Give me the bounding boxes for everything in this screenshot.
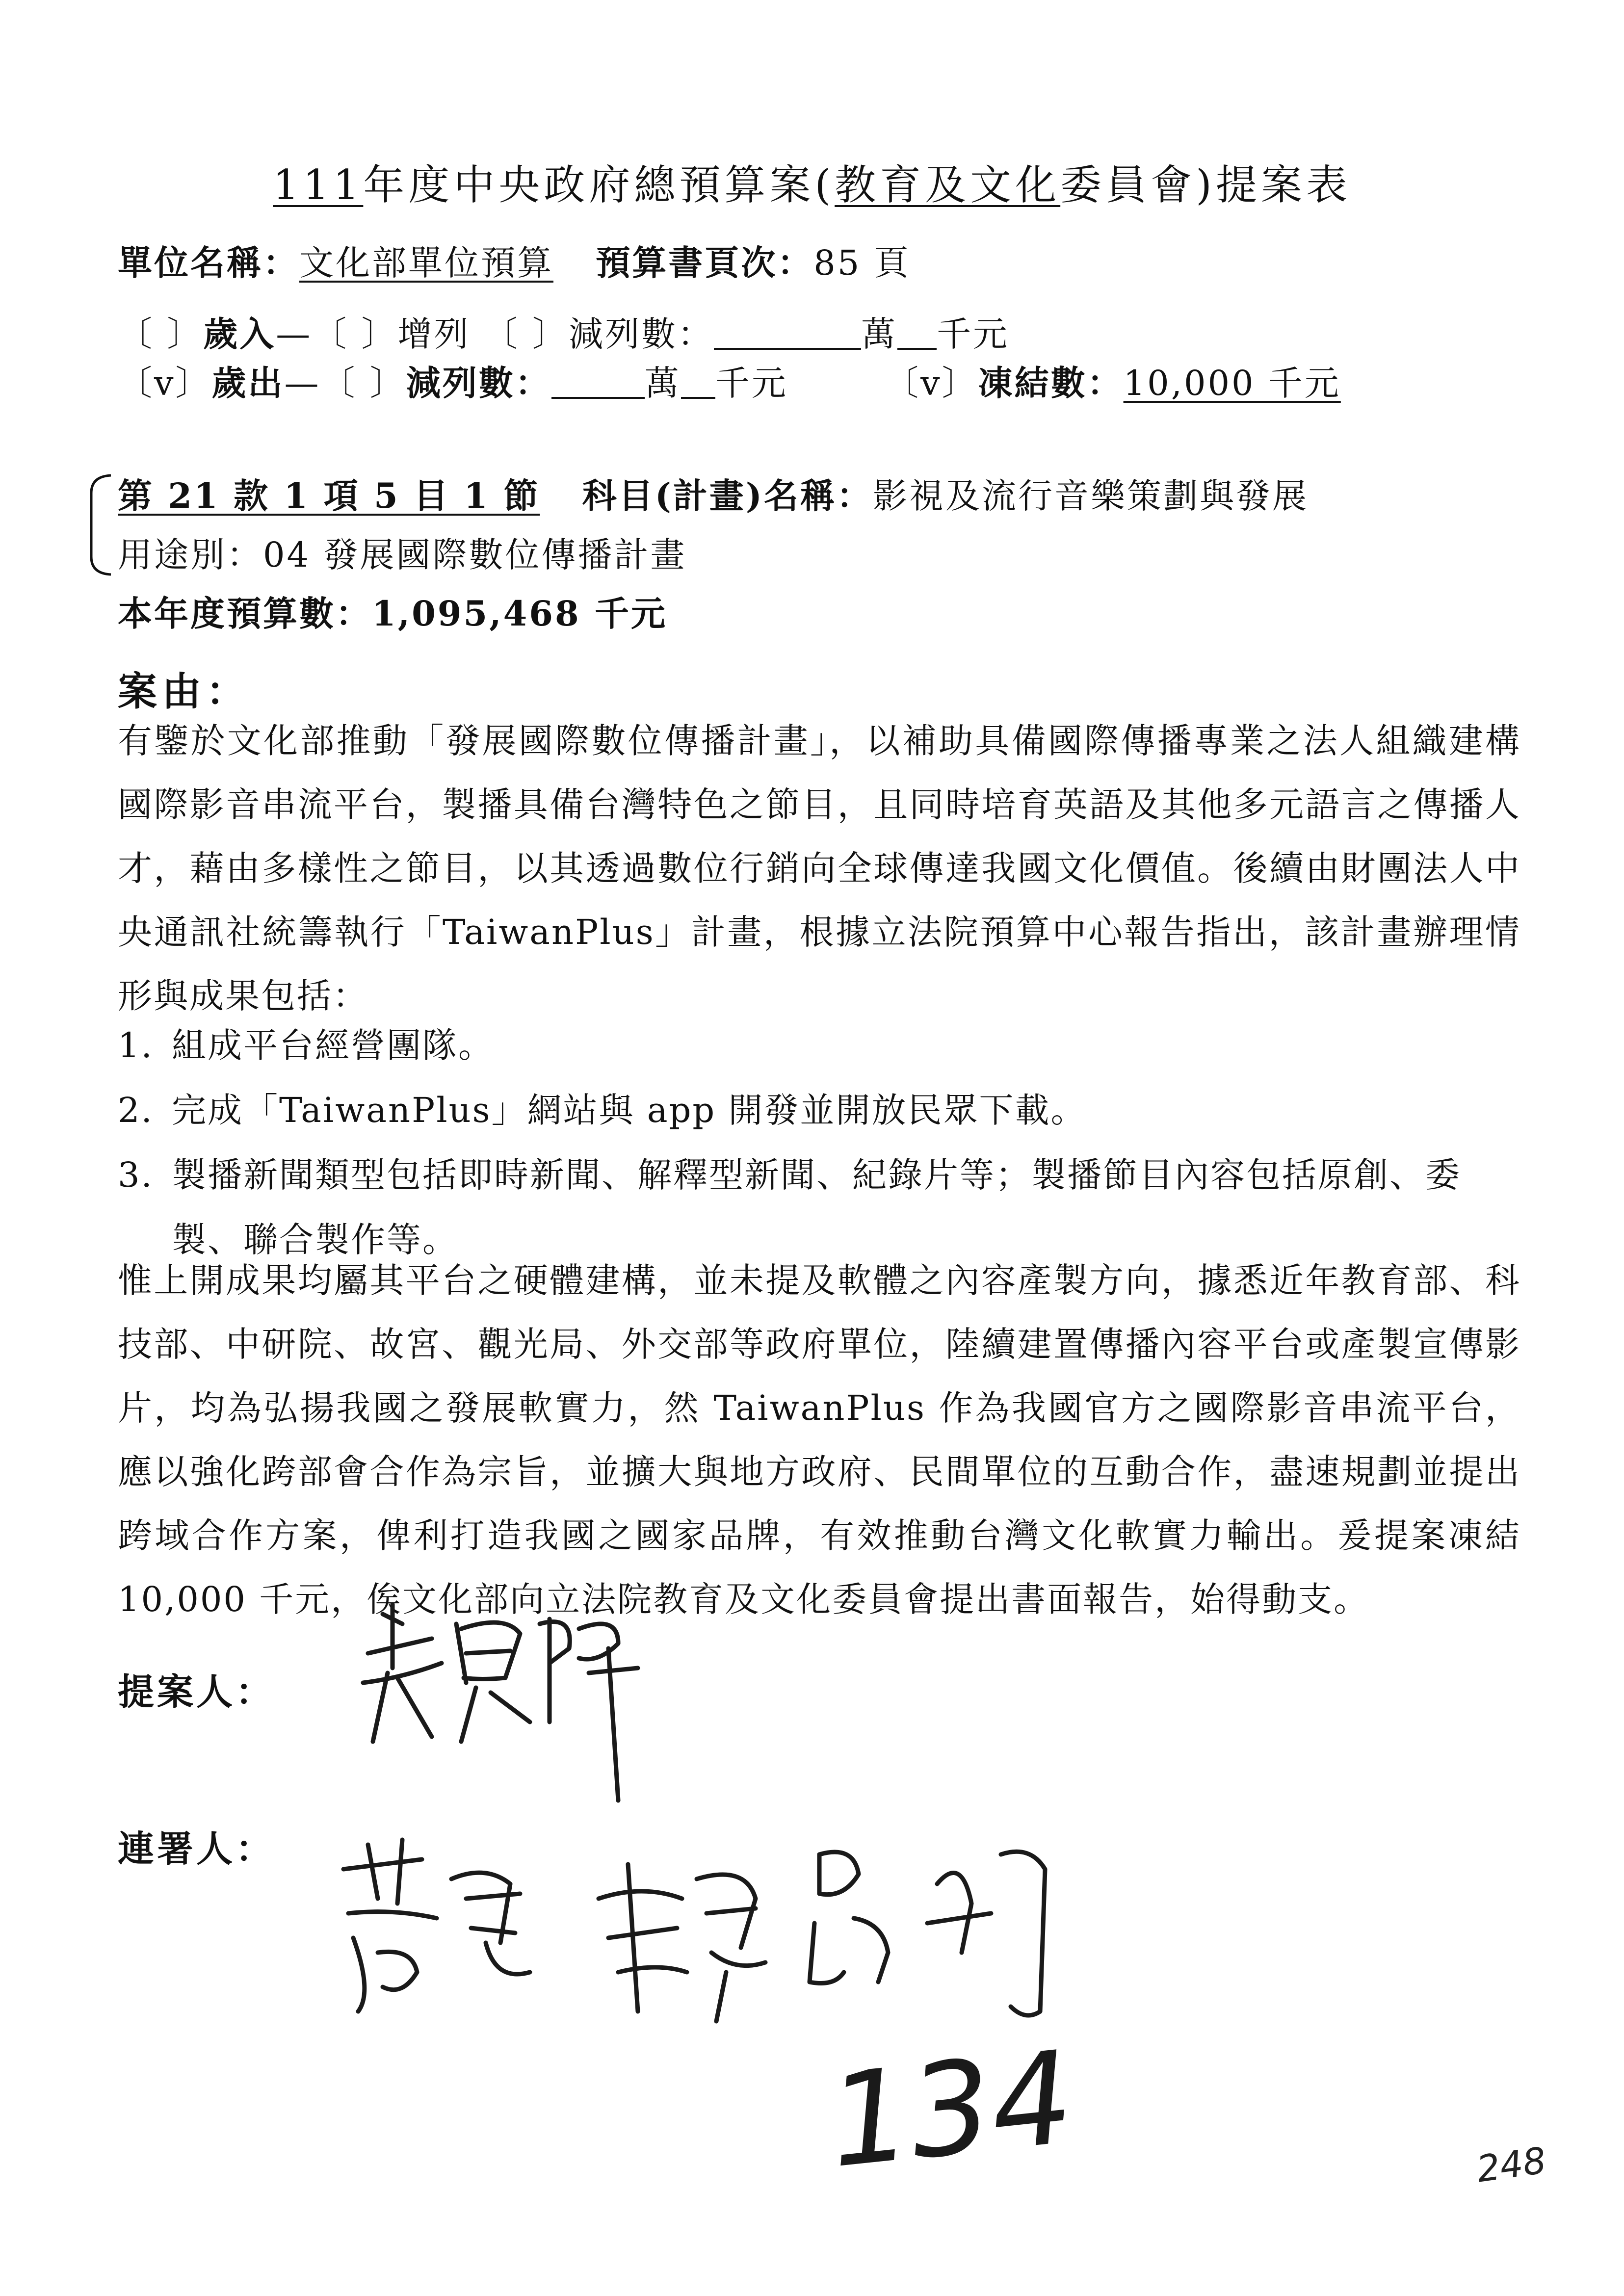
reason-conclusion: 惟上開成果均屬其平台之硬體建構，並未提及軟體之內容產製方向，據悉近年教育部、科技部、中研院、故宮、觀光局、外交部等政府單位，陸續建置傳播內容平台或產製宣傳影片，均為弘揚我國之發展軟實力，然 TaiwanPlus 作為我國官方之國際影音串流平台，應以強化跨部會合作為宗旨，並擴大與地方政府、民間單位的互動合作，盡速規劃並提出跨域合作方案，俾利打造我國之國家品牌，有效推動台灣文化軟實力輸出。爰提案凍結 10,000 千元，俟文化部向立法院教育及文化委員會提出書面報告，始得動支。 [118,1260,1521,1619]
expense-dash: — [284,363,321,403]
results-list [118,1013,1521,1272]
proposer-signature-image [343,1594,687,1830]
freeze-check: 〔v〕 [884,363,978,403]
expense-wan-blank [551,367,645,399]
title-after: 委員會)提案表 [1060,161,1351,209]
freeze-label: 凍結數： [978,363,1124,403]
revenue-label: 歲入 [203,313,276,354]
expense-qian: 千元 [715,363,788,403]
expense-label: 歲出 [211,363,285,403]
revenue-qian: 千元 [937,314,1010,354]
subject-value: 影視及流行音樂策劃與發展 [873,476,1309,516]
page-value: 85 頁 [813,243,911,283]
title-committee: 教育及文化 [835,161,1061,209]
revenue-decrease: 〔 〕減列數： [483,314,714,354]
revenue-increase: 〔 〕增列 [312,314,471,354]
reason-heading: 案由： [118,668,250,714]
section-line [118,469,1309,518]
handwritten-number: 134 [822,2023,1080,2197]
expense-qian-blank [681,367,715,399]
revenue-line [118,307,1009,356]
cosigner-label: 連署人： [118,1828,275,1870]
form-title [0,152,1624,211]
usage-line: 用途別：04 發展國際數位傳播計畫 [118,535,687,575]
cosigner-signatures-image [324,1825,1089,2051]
revenue-wan: 萬 [861,314,898,354]
proposer-label: 提案人： [118,1671,275,1713]
list-item-text: 製播新聞類型包括即時新聞、解釋型新聞、紀錄片等；製播節目內容包括原創、委製、聯合製作等。 [172,1155,1461,1260]
revenue-qian-blank [897,318,937,350]
list-item-number: 2. [118,1090,154,1130]
budget-label: 本年度預算數： [118,593,372,634]
expense-line [118,356,1341,405]
expense-check: 〔v〕 [118,363,212,403]
revenue-dash: — [276,314,313,354]
list-item-number: 3. [118,1155,154,1195]
list-item-text: 完成「TaiwanPlus」網站與 app 開發並開放民眾下載。 [172,1090,1087,1130]
page-number: 248 [1474,2139,1549,2191]
title-year: 111 [273,161,364,209]
budget-value: 1,095,468 千元 [372,593,668,634]
unit-value: 文化部單位預算 [299,243,553,283]
reason-intro: 有鑒於文化部推動「發展國際數位傳播計畫」，以補助具備國際傳播專業之法人組織建構國際影音串流平台，製播具備台灣特色之節目，且同時培育英語及其他多元語言之傳播人才，藉由多樣性之節目，以其透過數位行銷向全球傳達我國文化價值。後續由財團法人中央通訊社統籌執行「TaiwanPlus」計畫，根據立法院預算中心報告指出，該計畫辦理情形與成果包括： [118,721,1521,1016]
expense-decrease-label: 減列數： [406,363,551,403]
list-item [118,1013,1521,1078]
subject-label: 科目(計畫)名稱： [582,475,873,516]
section-bracket [87,473,112,576]
list-item-number: 1. [118,1025,154,1066]
section-code: 第 21 款 1 項 5 目 1 節 [118,475,540,516]
freeze-value: 10,000 千元 [1123,363,1341,403]
expense-wan: 萬 [644,363,681,403]
list-item-text: 組成平台經營團隊。 [172,1025,494,1066]
budget-line [118,586,667,636]
page-label: 預算書頁次： [596,242,814,283]
revenue-wan-blank [714,318,861,350]
revenue-check: 〔 〕 [118,314,204,354]
unit-line [118,235,911,285]
list-item [118,1078,1521,1143]
title-before: 年度中央政府總預算案( [363,161,835,209]
unit-label: 單位名稱： [118,242,299,283]
expense-decrease-check: 〔 〕 [320,363,406,403]
